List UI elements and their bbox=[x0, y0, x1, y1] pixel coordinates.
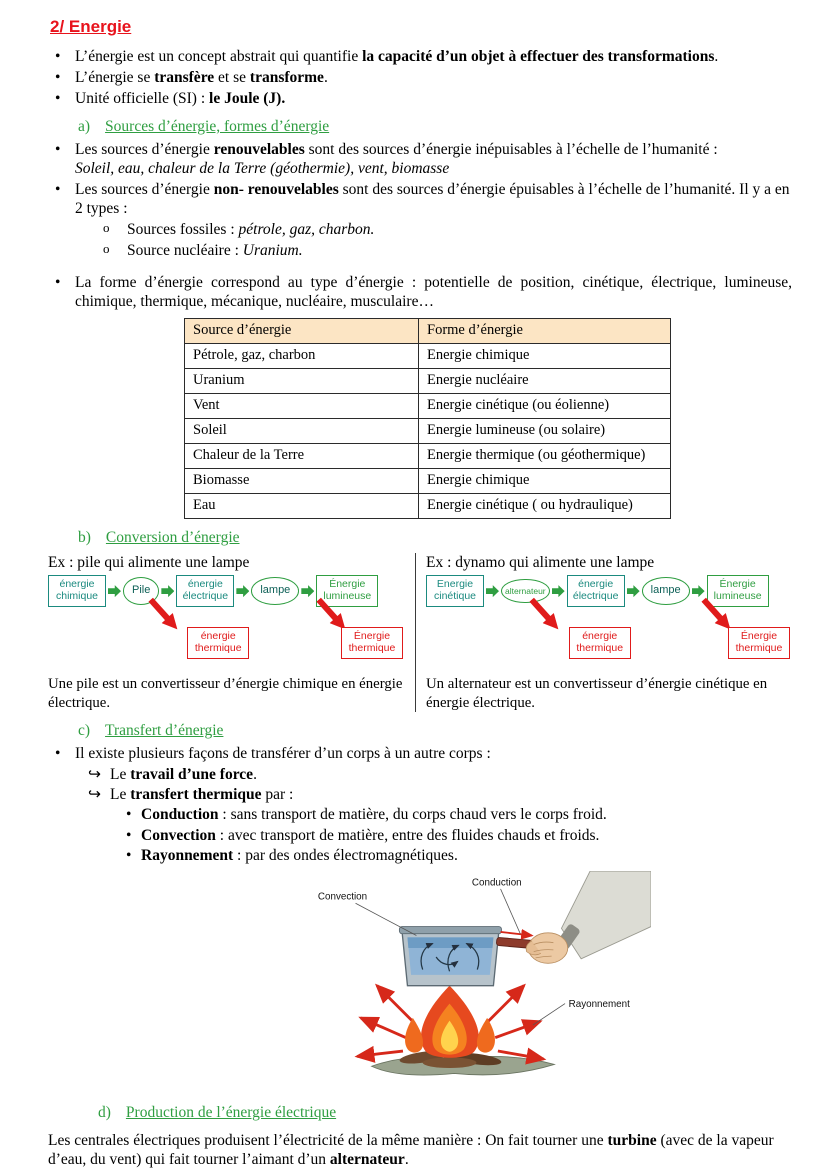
forme-text: La forme d’énergie correspond au type d’énergie : potentielle de position, cinétique, électrique, lumineuse, chimique, thermique, mécanique, nucléaire, musculaire… bbox=[75, 273, 792, 310]
nuclear-text: Source nucléaire : Uranium. bbox=[127, 241, 303, 259]
list-item bbox=[48, 744, 792, 763]
table-cell: Eau bbox=[185, 493, 419, 518]
section-a-heading bbox=[48, 117, 792, 136]
bullet-marker: • bbox=[55, 180, 61, 198]
green-arrow-icon bbox=[486, 585, 499, 597]
example-dynamo-caption: Un alternateur est un convertisseur d’énergie cinétique en énergie électrique. bbox=[426, 676, 768, 711]
rayonnement-text: Rayonnement : par des ondes électromagnétiques. bbox=[141, 846, 458, 864]
pile-flow-diagram bbox=[48, 575, 405, 670]
table-cell: Energie chimique bbox=[419, 344, 671, 369]
green-arrow-icon bbox=[161, 585, 174, 597]
energy-box-chimique: énergie chimique bbox=[48, 575, 106, 607]
table-row bbox=[185, 493, 671, 518]
table-header-source: Source d’énergie bbox=[185, 319, 419, 344]
bullet-marker: • bbox=[55, 68, 61, 86]
table-header-forme: Forme d’énergie bbox=[419, 319, 671, 344]
green-arrow-icon bbox=[552, 585, 565, 597]
table-cell: Chaleur de la Terre bbox=[185, 444, 419, 469]
green-arrow-icon bbox=[692, 585, 705, 597]
table-cell: Energie lumineuse (ou solaire) bbox=[419, 419, 671, 444]
section-c-label: c) bbox=[78, 722, 91, 740]
flow-row bbox=[48, 575, 405, 607]
bullet-marker: • bbox=[55, 140, 61, 158]
example-dynamo bbox=[416, 553, 792, 712]
energy-table bbox=[184, 318, 671, 519]
fossil-text: Sources fossiles : pétrole, gaz, charbon. bbox=[127, 220, 375, 238]
thermal-box: énergie thermique bbox=[187, 627, 249, 659]
list-item-nonrenewable bbox=[48, 180, 792, 218]
hand bbox=[526, 871, 651, 963]
intro-bullet-3: Unité officielle (SI) : le Joule (J). bbox=[75, 89, 286, 107]
list-item-conduction bbox=[48, 805, 792, 824]
example-pile-caption: Une pile est un convertisseur d’énergie chimique en énergie électrique. bbox=[48, 676, 403, 711]
conduction-arrow bbox=[501, 932, 532, 936]
energy-box-electrique: énergie électrique bbox=[567, 575, 625, 607]
section-b-heading bbox=[48, 528, 792, 547]
thermique-text: Le transfert thermique par : bbox=[110, 786, 294, 804]
transfer-intro: Il existe plusieurs façons de transférer d’un corps à un autre corps : bbox=[75, 745, 491, 763]
green-arrow-icon bbox=[236, 585, 249, 597]
converter-lampe: lampe bbox=[251, 577, 299, 605]
convection-text: Convection : avec transport de matière, entre des fluides chauds et froids. bbox=[141, 826, 600, 844]
section-b-label: b) bbox=[78, 528, 91, 546]
table-cell: Energie cinétique ( ou hydraulique) bbox=[419, 493, 671, 518]
example-dynamo-title: Ex : dynamo qui alimente une lampe bbox=[426, 554, 655, 572]
converter-alternateur: alternateur bbox=[501, 579, 550, 604]
figure-label-rayonnement: Rayonnement bbox=[568, 999, 630, 1011]
bullet-marker: • bbox=[55, 745, 61, 763]
table-cell: Energie chimique bbox=[419, 469, 671, 494]
renewable-line: Les sources d’énergie renouvelables sont des sources d’énergie inépuisables à l’échelle de l’humanité : bbox=[75, 140, 718, 158]
flow-row bbox=[426, 575, 792, 607]
figure-label-conduction: Conduction bbox=[471, 877, 522, 889]
intro-bullet-1: L’énergie est un concept abstrait qui quantifie la capacité d’un objet à effectuer des transformations. bbox=[75, 48, 719, 66]
list-item-renewable bbox=[48, 140, 792, 178]
section-c-title: Transfert d’énergie bbox=[105, 722, 224, 740]
bullet-marker: • bbox=[55, 48, 61, 66]
energy-box-lumineuse: Énergie lumineuse bbox=[316, 575, 378, 607]
dot-marker: • bbox=[126, 806, 132, 824]
conversion-examples bbox=[48, 553, 792, 712]
list-item-travail bbox=[48, 765, 792, 784]
list-item-forme bbox=[48, 273, 792, 311]
circle-marker: o bbox=[103, 240, 110, 256]
table-row bbox=[185, 469, 671, 494]
example-pile bbox=[48, 553, 416, 712]
converter-pile: Pile bbox=[123, 577, 159, 605]
thermal-box: Énergie thermique bbox=[728, 627, 790, 659]
list-item-thermique bbox=[48, 785, 792, 804]
section-d-heading bbox=[48, 1103, 792, 1122]
bullet-marker: • bbox=[55, 273, 61, 291]
nonrenewable-text: Les sources d’énergie non- renouvelables sont des sources d’énergie épuisables à l’échelle de l’humanité. Il y a en 2 types : bbox=[75, 180, 790, 218]
example-pile-title: Ex : pile qui alimente une lampe bbox=[48, 554, 250, 572]
list-item bbox=[48, 47, 792, 66]
energy-box-electrique: énergie électrique bbox=[176, 575, 234, 607]
section-c-heading bbox=[48, 721, 792, 740]
section-b-title: Conversion d’énergie bbox=[105, 528, 240, 546]
intro-bullet-2: L’énergie se transfère et se transforme. bbox=[75, 68, 328, 86]
table-cell: Energie thermique (ou géothermique) bbox=[419, 444, 671, 469]
dot-marker: • bbox=[126, 846, 132, 864]
figure-label-convection: Convection bbox=[317, 891, 368, 903]
table-cell: Biomasse bbox=[185, 469, 419, 494]
hook-arrow-icon: ↪ bbox=[88, 786, 101, 804]
thermal-box: énergie thermique bbox=[569, 627, 631, 659]
bullet-marker: • bbox=[55, 89, 61, 107]
table-cell: Soleil bbox=[185, 419, 419, 444]
green-arrow-icon bbox=[627, 585, 640, 597]
list-item-rayonnement bbox=[48, 846, 792, 865]
table-row bbox=[185, 394, 671, 419]
page-title: 2/ Energie bbox=[50, 17, 132, 36]
list-item-nuclear bbox=[48, 241, 792, 260]
table-header-row bbox=[185, 319, 671, 344]
section-d-label: d) bbox=[98, 1104, 111, 1122]
list-item bbox=[48, 68, 792, 87]
renewable-text bbox=[75, 140, 792, 178]
flames bbox=[405, 986, 495, 1058]
heat-transfer-figure bbox=[266, 871, 792, 1091]
table-cell: Uranium bbox=[185, 369, 419, 394]
list-item-fossil bbox=[48, 220, 792, 239]
energy-box-cinetique: Energie cinétique bbox=[426, 575, 484, 607]
table-row bbox=[185, 419, 671, 444]
travail-text: Le travail d’une force. bbox=[110, 766, 257, 784]
green-arrow-icon bbox=[301, 585, 314, 597]
table-cell: Pétrole, gaz, charbon bbox=[185, 344, 419, 369]
table-row bbox=[185, 369, 671, 394]
renewable-examples: Soleil, eau, chaleur de la Terre (géothermie), vent, biomasse bbox=[75, 160, 450, 178]
table-cell: Vent bbox=[185, 394, 419, 419]
table-cell: Energie cinétique (ou éolienne) bbox=[419, 394, 671, 419]
production-paragraph: Les centrales électriques produisent l’électricité de la même manière : On fait tourner une turbine (avec de la vapeur d’eau, du vent) qui fait tourner l’aimant d’un alternateur. bbox=[48, 1131, 774, 1168]
converter-lampe: lampe bbox=[642, 577, 690, 605]
green-arrow-icon bbox=[108, 585, 121, 597]
table-row bbox=[185, 444, 671, 469]
thermal-box: Énergie thermique bbox=[341, 627, 403, 659]
conduction-text: Conduction : sans transport de matière, du corps chaud vers le corps froid. bbox=[141, 806, 607, 824]
list-item bbox=[48, 89, 792, 108]
table-cell: Energie nucléaire bbox=[419, 369, 671, 394]
table-row bbox=[185, 344, 671, 369]
section-a-label: a) bbox=[78, 117, 91, 135]
dot-marker: • bbox=[126, 826, 132, 844]
section-d-title: Production de l’énergie électrique bbox=[125, 1104, 337, 1122]
section-a-title: Sources d’énergie, formes d’énergie bbox=[105, 117, 330, 135]
hook-arrow-icon: ↪ bbox=[88, 766, 101, 784]
pot bbox=[399, 927, 501, 986]
list-item-convection bbox=[48, 826, 792, 845]
dynamo-flow-diagram bbox=[426, 575, 792, 670]
energy-box-lumineuse: Énergie lumineuse bbox=[707, 575, 769, 607]
circle-marker: o bbox=[103, 219, 110, 235]
heat-transfer-illustration bbox=[266, 871, 651, 1086]
